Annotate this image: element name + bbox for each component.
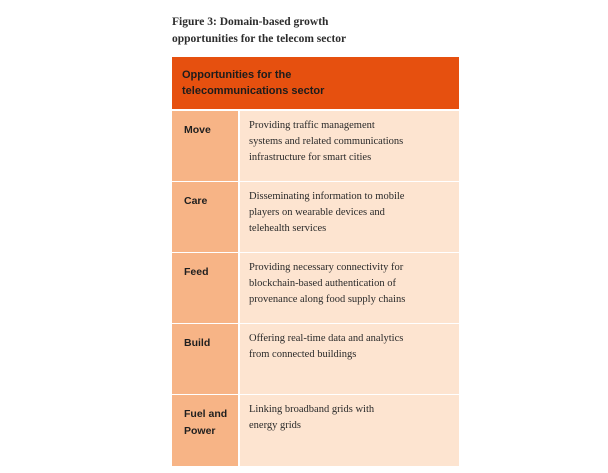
description-cell xyxy=(240,253,459,323)
opportunities-table xyxy=(172,57,459,466)
table-row-move xyxy=(172,110,459,181)
domain-cell: Build xyxy=(172,324,240,394)
description-line: telehealth services xyxy=(249,223,327,234)
description-cell xyxy=(240,395,459,466)
description-line: systems and related communications xyxy=(249,136,404,147)
description-line: Offering real-time data and analytics xyxy=(249,333,404,344)
table-row-care xyxy=(172,181,459,252)
description-line: infrastructure for smart cities xyxy=(249,152,372,163)
table-row-build xyxy=(172,323,459,394)
domain-line: Fuel and xyxy=(184,408,228,420)
description-cell xyxy=(240,182,459,252)
description-line: from connected buildings xyxy=(249,349,357,360)
domain-cell xyxy=(172,395,240,466)
figure-caption-line-1: Figure 3: Domain-based growth xyxy=(172,16,329,28)
table-row-fuel-and-power xyxy=(172,394,459,466)
description-cell xyxy=(240,111,459,181)
figure-caption xyxy=(172,14,432,48)
table-header xyxy=(172,57,459,109)
domain-cell: Feed xyxy=(172,253,240,323)
description-line: players on wearable devices and xyxy=(249,207,385,218)
domain-line: Power xyxy=(184,425,216,437)
table-header-line-1: Opportunities for the xyxy=(182,69,292,81)
table-header-line-2: telecommunications sector xyxy=(182,85,325,97)
description-line: Providing traffic management xyxy=(249,120,375,131)
description-line: Providing necessary connectivity for xyxy=(249,262,404,273)
domain-cell: Care xyxy=(172,182,240,252)
description-cell xyxy=(240,324,459,394)
description-line: Disseminating information to mobile xyxy=(249,191,405,202)
description-line: energy grids xyxy=(249,420,302,431)
description-line: Linking broadband grids with xyxy=(249,404,375,415)
description-line: blockchain-based authentication of xyxy=(249,278,396,289)
table-row-feed xyxy=(172,252,459,323)
description-line: provenance along food supply chains xyxy=(249,294,406,305)
figure-caption-line-2: opportunities for the telecom sector xyxy=(172,33,347,45)
domain-cell: Move xyxy=(172,111,240,181)
